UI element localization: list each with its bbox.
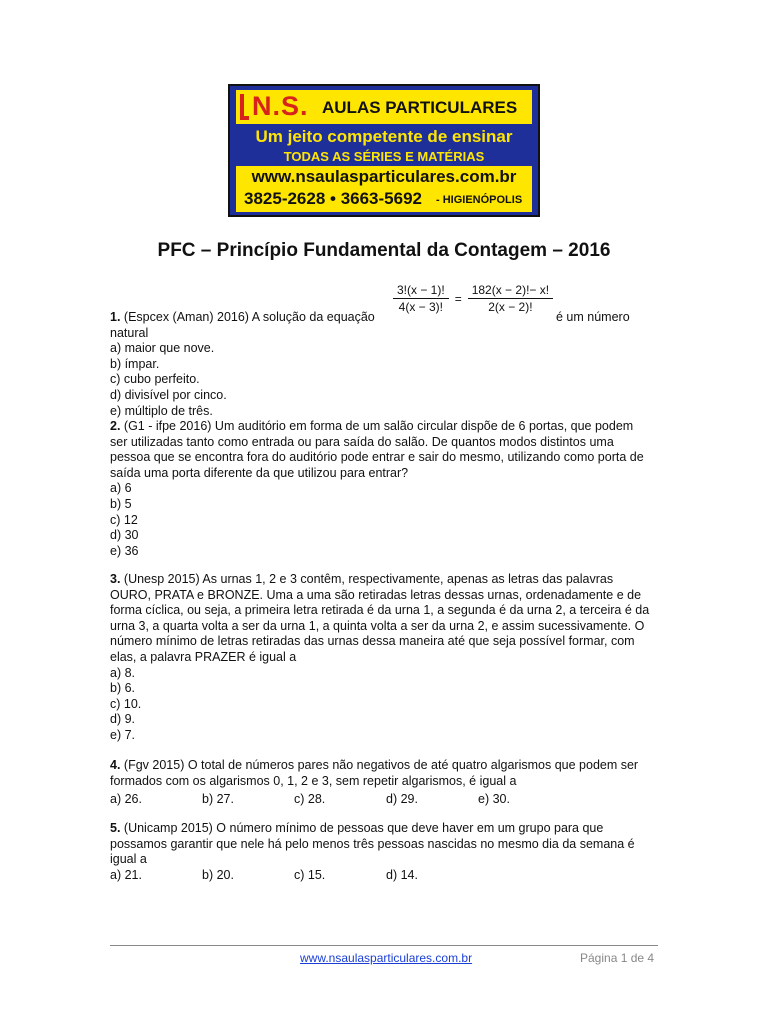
- q2-option-e: e) 36: [110, 543, 139, 558]
- question-4: [110, 758, 650, 808]
- q4-option-b: b) 27.: [202, 792, 234, 807]
- footer-divider: [110, 945, 658, 946]
- q1-option-c: c) cubo perfeito.: [110, 372, 200, 387]
- logo-brand: N.S.: [252, 91, 309, 121]
- q4-option-e: e) 30.: [478, 792, 510, 807]
- q3-option-c: c) 10.: [110, 696, 142, 711]
- logo-phones: 3825-2628 • 3663-5692: [244, 189, 422, 208]
- q4-number: 4.: [110, 758, 121, 772]
- logo-area: - HIGIENÓPOLIS: [436, 194, 523, 206]
- q5-options: [110, 868, 650, 884]
- q1-tail: é um número: [556, 310, 630, 324]
- q1-number: 1.: [110, 310, 121, 324]
- logo-l-mark: [240, 94, 249, 120]
- question-2: [110, 419, 650, 559]
- q1-right-numerator: 182(x − 2)!− x!: [468, 283, 553, 299]
- q4-option-a: a) 26.: [110, 792, 142, 807]
- q3-option-b: b) 6.: [110, 681, 136, 696]
- footer-page-number: Página 1 de 4: [580, 951, 655, 965]
- q5-option-b: b) 20.: [202, 867, 234, 882]
- logo-brand-box: [236, 90, 532, 124]
- logo-name: AULAS PARTICULARES: [322, 98, 518, 117]
- q2-option-a: a) 6: [110, 481, 132, 496]
- q2-text: (G1 - ifpe 2016) Um auditório em forma de um salão circular dispõe de 6 portas, que podem ser utilizadas tanto como entrada ou para saída do salão. De quantos modos distintos uma pessoa que se encontra fora do auditório pode entrar e sair do mesmo, utilizando como porta de saída uma porta diferente da que utilizou para entrar?: [110, 419, 644, 480]
- q5-text: (Unicamp 2015) O número mínimo de pessoas que deve haver em um grupo para que possamos garantir que nele há pelo menos três pessoas nascidas no mesmo dia da semana é igual a: [110, 821, 635, 867]
- q2-option-c: c) 12: [110, 512, 138, 527]
- q1-equals-sign: =: [454, 291, 462, 306]
- page-title: PFC – Princípio Fundamental da Contagem – 2016: [157, 240, 611, 261]
- question-5: [110, 821, 650, 883]
- q3-option-d: d) 9.: [110, 712, 136, 727]
- logo-contact-box: [236, 166, 532, 212]
- footer-website-link[interactable]: www.nsaulasparticulares.com.br: [300, 951, 473, 965]
- q1-option-e: e) múltiplo de três.: [110, 403, 213, 418]
- q5-option-a: a) 21.: [110, 867, 142, 882]
- q2-option-b: b) 5: [110, 496, 132, 511]
- q3-text: (Unesp 2015) As urnas 1, 2 e 3 contêm, respectivamente, apenas as letras das palavras OURO, PRATA e BRONZE. Uma a uma são retiradas letras dessas urnas, ordenadamente e de forma cíclica, ou seja, a primeira letra retirada é da urna 1, a segunda é da urna 2, a terceira é da urna 3, a quarta volta a ser da urna 1, a quinta volta a ser da urna 2, e assim sucessivamente. O número mínimo de letras retiradas das urnas dessa maneira até que seja possível formar, com elas, a palavra PRAZER é igual a: [110, 572, 650, 664]
- q3-option-a: a) 8.: [110, 665, 136, 680]
- q1-left-numerator: 3!(x − 1)!: [393, 283, 449, 299]
- q4-option-c: c) 28.: [294, 792, 326, 807]
- q1-tail-2: natural: [110, 325, 149, 340]
- logo-url: www.nsaulasparticulares.com.br: [251, 167, 517, 186]
- q5-option-c: c) 15.: [294, 867, 326, 882]
- q5-option-d: d) 14.: [386, 867, 418, 882]
- q4-options: [110, 792, 650, 808]
- q1-left-denominator: 4(x − 3)!: [398, 300, 444, 314]
- logo-banner: [228, 84, 540, 217]
- q2-number: 2.: [110, 419, 121, 433]
- q1-option-a: a) maior que nove.: [110, 341, 215, 356]
- question-3: [110, 572, 650, 744]
- question-1: [110, 310, 650, 419]
- q2-option-d: d) 30: [110, 528, 139, 543]
- q1-source: (Espcex (Aman) 2016) A solução da equação: [120, 310, 375, 324]
- q1-option-b: b) ímpar.: [110, 356, 160, 371]
- q4-text: (Fgv 2015) O total de números pares não negativos de até quatro algarismos que podem ser formados com os algarismos 0, 1, 2 e 3, sem repetir algarismos, é igual a: [110, 758, 639, 788]
- logo-tagline: Um jeito competente de ensinar: [255, 127, 513, 146]
- q5-number: 5.: [110, 821, 121, 835]
- q3-option-e: e) 7.: [110, 727, 136, 742]
- q1-option-d: d) divisível por cinco.: [110, 387, 227, 402]
- logo-series: TODAS AS SÉRIES E MATÉRIAS: [283, 149, 485, 164]
- q3-number: 3.: [110, 572, 121, 586]
- q1-right-denominator: 2(x − 2)!: [488, 300, 533, 314]
- q4-option-d: d) 29.: [386, 792, 418, 807]
